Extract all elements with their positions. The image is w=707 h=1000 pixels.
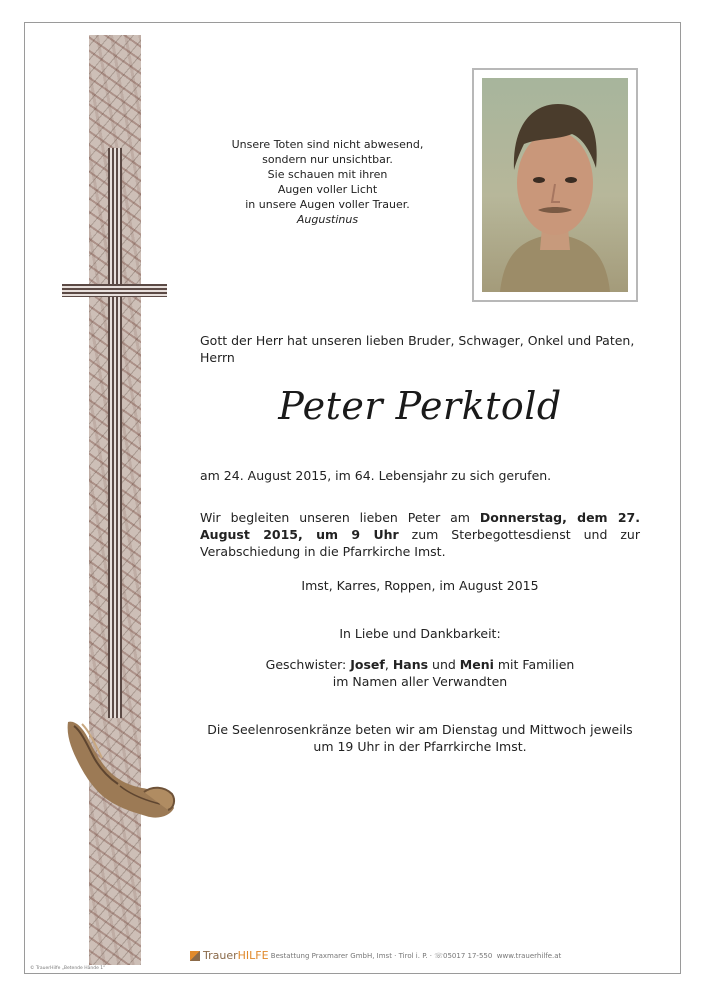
copyright: © TrauerHilfe „Betende Hände 1“ xyxy=(30,966,106,971)
phone-number: 05017 17-550 xyxy=(443,952,493,960)
trauerhilfe-logo-icon xyxy=(190,951,200,961)
mourners xyxy=(200,656,640,690)
separator: , xyxy=(384,657,393,672)
praying-hands-icon xyxy=(60,716,178,828)
service-date: Donnerstag, dem 27. August 2015, um 9 Uhr xyxy=(200,510,640,542)
place-and-date: Imst, Karres, Roppen, im August 2015 xyxy=(301,578,539,593)
cross-horizontal-beam xyxy=(62,284,167,297)
date-of-death: am 24. August 2015, im 64. Lebensjahr zu sich gerufen. xyxy=(200,468,552,483)
deceased-name: Peter Perktold xyxy=(278,384,562,428)
website-link[interactable]: www.trauerhilfe.at xyxy=(496,952,562,960)
siblings-suffix: mit Familien xyxy=(493,657,575,672)
company-info: Bestattung Praxmarer GmbH, Imst · Tirol i. P. · xyxy=(270,952,433,960)
service-text: Wir begleiten unseren lieben Peter am xyxy=(200,510,480,525)
funeral-service-info xyxy=(200,509,640,560)
cross-vertical-beam xyxy=(108,148,122,718)
quote-author: Augustinus xyxy=(296,213,359,226)
footer xyxy=(190,947,562,965)
quote-line: in unsere Augen voller Trauer. xyxy=(245,198,410,211)
announcement-intro: Gott der Herr hat unseren lieben Bruder, Schwager, Onkel und Paten, Herrn xyxy=(200,333,635,365)
quote-line: Augen voller Licht xyxy=(277,183,378,196)
memorial-quote xyxy=(200,137,455,227)
siblings-prefix: Geschwister: xyxy=(265,657,351,672)
thanks-line: In Liebe und Dankbarkeit: xyxy=(339,626,501,641)
quote-line: sondern nur unsichtbar. xyxy=(262,153,393,166)
brand-part: HILFE xyxy=(237,949,269,962)
quote-line: Sie schauen mit ihren xyxy=(267,168,388,181)
rosary-line: um 19 Uhr in der Pfarrkirche Imst. xyxy=(313,739,527,754)
rosary-info xyxy=(200,721,640,755)
brand-part: Trauer xyxy=(203,949,238,962)
siblings-line xyxy=(200,656,640,673)
portrait-photo xyxy=(482,78,628,292)
sibling-name: Meni xyxy=(459,657,494,672)
brand-name xyxy=(203,949,269,962)
portrait-frame xyxy=(472,68,638,302)
separator: und xyxy=(428,657,460,672)
rosary-line: Die Seelenrosenkränze beten wir am Dienstag und Mittwoch jeweils xyxy=(207,722,633,737)
relatives-line: im Namen aller Verwandten xyxy=(332,674,508,689)
portrait-figure xyxy=(482,78,628,292)
quote-line: Unsere Toten sind nicht abwesend, xyxy=(231,138,424,151)
phone-icon: ☏ xyxy=(434,952,444,960)
service-text: zum Sterbegottesdienst und zur Verabschiedung in die Pfarrkirche Imst. xyxy=(200,527,640,559)
sibling-name: Josef xyxy=(350,657,385,672)
sibling-name: Hans xyxy=(392,657,429,672)
